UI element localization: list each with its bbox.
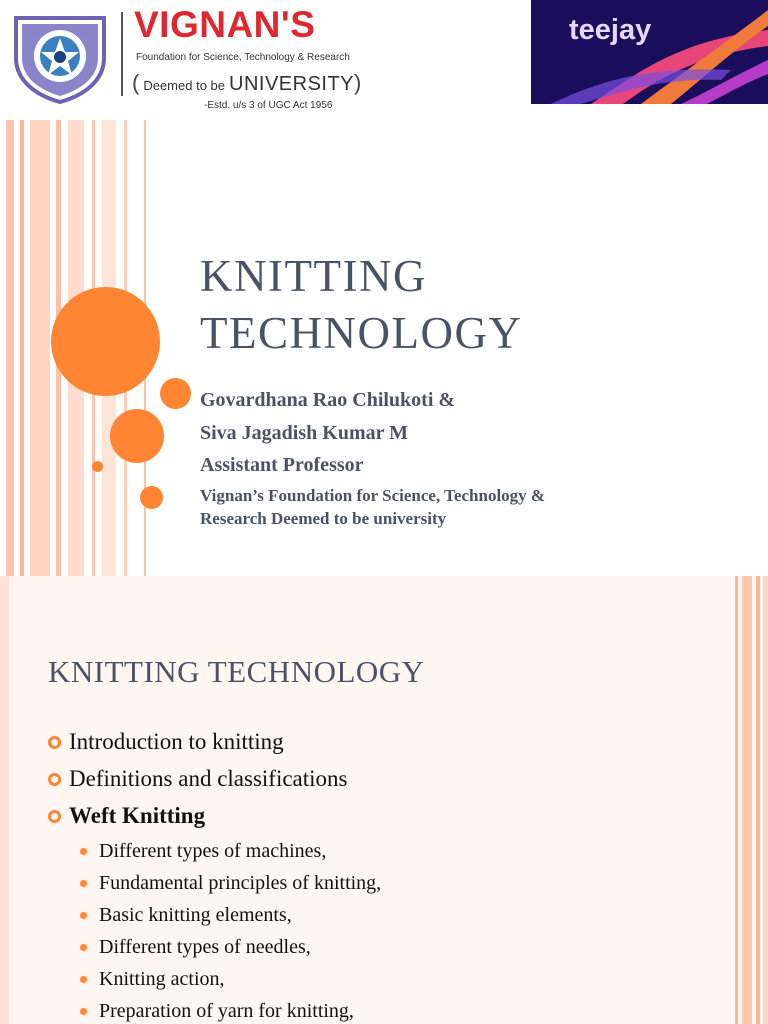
decor-stripe — [6, 120, 14, 576]
slide-title — [200, 248, 522, 362]
dot-bullet-icon — [80, 976, 87, 983]
slide-title-line1: KNITTING — [200, 251, 427, 301]
sub-bullet-text: Fundamental principles of knitting, — [99, 872, 382, 894]
contents-slide — [0, 576, 768, 1024]
author-names: Govardhana Rao Chilukoti & — [200, 389, 456, 411]
sub-bullet-item — [80, 840, 326, 863]
institution-line-1: Vignan’s Foundation for Science, Technology & — [200, 486, 546, 505]
bullet-item — [48, 766, 348, 792]
sub-bullet-item — [80, 936, 311, 959]
ring-bullet-icon — [48, 810, 61, 823]
bullet-text: Definitions and classifications — [69, 766, 348, 791]
sub-bullet-text: Preparation of yarn for knitting, — [99, 1000, 354, 1022]
slide-title-line2: TECHNOLOGY — [200, 308, 523, 358]
dot-bullet-icon — [80, 944, 87, 951]
decor-stripe — [756, 576, 760, 1024]
deemed-small-text: Deemed to be — [143, 78, 225, 93]
decor-stripe — [742, 576, 752, 1024]
teejay-logo — [531, 0, 768, 104]
dot-bullet-icon — [80, 880, 87, 887]
bullet-item — [48, 803, 205, 829]
open-paren: ( — [132, 70, 140, 95]
deemed-big-text: UNIVERSITY — [229, 73, 355, 95]
decor-circle — [110, 409, 164, 463]
sub-bullet-text: Basic knitting elements, — [99, 904, 292, 926]
ring-bullet-icon — [48, 773, 61, 786]
decor-stripe — [763, 576, 768, 1024]
close-paren: ) — [354, 70, 362, 95]
teejay-logo-text: teejay — [569, 14, 652, 46]
sub-bullet-item — [80, 968, 225, 991]
sub-bullet-text: Different types of machines, — [99, 840, 327, 862]
decor-stripe — [30, 120, 50, 576]
sub-bullet-text: Knitting action, — [99, 968, 225, 990]
author-name-2: Siva Jagadish Kumar M — [200, 422, 408, 444]
ring-bullet-icon — [48, 736, 61, 749]
contents-title: KNITTING TECHNOLOGY — [48, 654, 425, 689]
institution-line-2: Research Deemed to be university — [200, 509, 447, 528]
bullet-item — [48, 729, 284, 755]
author-designation: Assistant Professor — [200, 454, 364, 476]
title-slide — [0, 120, 768, 576]
bullet-text: Introduction to knitting — [69, 729, 284, 754]
decor-stripe — [735, 576, 738, 1024]
decor-circle — [51, 287, 160, 396]
bullet-text: Weft Knitting — [69, 803, 206, 828]
dot-bullet-icon — [80, 848, 87, 855]
sub-bullet-item — [80, 872, 381, 895]
dot-bullet-icon — [80, 912, 87, 919]
header-banner — [0, 0, 768, 120]
dot-bullet-icon — [80, 1008, 87, 1015]
deemed-university-line — [132, 70, 361, 98]
university-shield-logo — [12, 12, 108, 104]
decor-stripe — [0, 576, 9, 1024]
decor-circle — [92, 461, 103, 472]
decor-circle — [160, 378, 191, 409]
university-brand-subtitle: Foundation for Science, Technology & Research — [136, 52, 350, 63]
sub-bullet-item — [80, 1000, 354, 1023]
sub-bullet-item — [80, 904, 292, 927]
established-note: -Estd. u/s 3 of UGC Act 1956 — [204, 100, 333, 111]
decor-circle — [140, 486, 163, 509]
sub-bullet-text: Different types of needles, — [99, 936, 311, 958]
decor-stripe — [20, 120, 24, 576]
header-divider — [121, 12, 123, 96]
university-brand-name: VIGNAN'S — [134, 4, 316, 45]
